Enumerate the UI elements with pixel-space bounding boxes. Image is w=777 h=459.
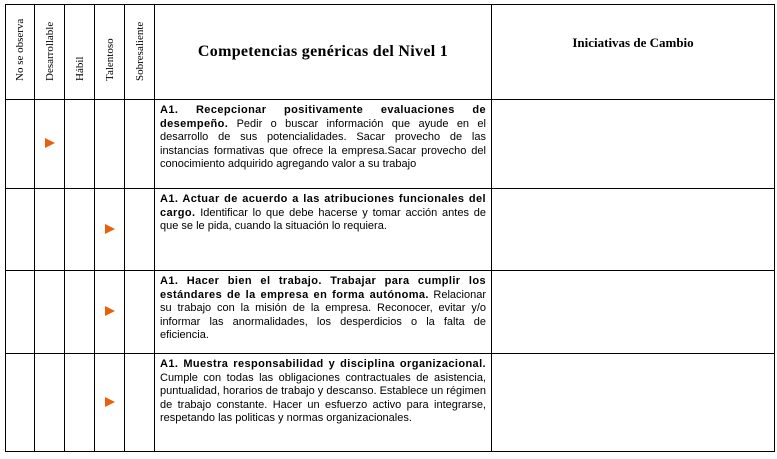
rating-cell[interactable] [35, 354, 65, 452]
arrow-marker-icon [105, 224, 115, 234]
rating-cell[interactable] [35, 189, 65, 271]
scale-label: Hábil [73, 56, 86, 81]
rating-cell[interactable] [125, 354, 155, 452]
rating-cell[interactable] [35, 271, 65, 354]
header-row [6, 5, 775, 100]
scale-label: Sobresaliente [133, 21, 146, 81]
rating-cell[interactable] [65, 189, 95, 271]
scale-header-talentoso [95, 5, 125, 100]
evaluation-sheet [5, 4, 775, 452]
rating-cell[interactable] [65, 100, 95, 189]
rating-cell[interactable] [95, 100, 125, 189]
rating-cell[interactable] [95, 189, 125, 271]
rating-cell[interactable] [125, 271, 155, 354]
rating-cell[interactable] [35, 100, 65, 189]
competency-detail: Pedir o buscar información que ayude en el desarrollo de sus potencialidades. Sacar provecho de las instancias formativas que ofrece la empresa.Sacar provecho del conocimiento adquirido agregando valor a su trabajo [160, 117, 486, 170]
scale-header-desarrollable [35, 5, 65, 100]
competency-description [155, 100, 492, 189]
table-row [6, 354, 775, 452]
table-row [6, 189, 775, 271]
rating-cell[interactable] [125, 100, 155, 189]
competency-title: A1. Hacer bien el trabajo. Trabajar para cumplir los estándares de la empresa en forma autónoma. [160, 275, 486, 301]
iniciativa-cell[interactable] [492, 189, 775, 271]
scale-label: No se observa [14, 18, 26, 81]
competency-title: A1. Muestra responsabilidad y disciplina organizacional. [160, 358, 486, 370]
competency-description [155, 354, 492, 452]
competency-table [5, 4, 775, 452]
rating-cell[interactable] [6, 271, 35, 354]
competency-detail: Cumple con todas las obligaciones contractuales de asistencia, puntualidad, horarios de trabajo y descanso. Establece un régimen de trabajo constante. Hacer un esfuerzo activo para integrarse, respetando las politicas y normas organizacionales. [160, 371, 486, 424]
arrow-marker-icon [105, 306, 115, 316]
arrow-marker-icon [105, 397, 115, 407]
rating-cell[interactable] [6, 100, 35, 189]
rating-cell[interactable] [65, 354, 95, 452]
rating-cell[interactable] [95, 271, 125, 354]
iniciativas-header: Iniciativas de Cambio [492, 5, 775, 100]
competency-description [155, 189, 492, 271]
competency-detail: Relacionar su trabajo con la misión de la empresa. Reconocer, evitar y/o informar las anormalidades, los desperdicios o la falta de eficiencia. [160, 288, 486, 341]
rating-cell[interactable] [125, 189, 155, 271]
rating-cell[interactable] [6, 354, 35, 452]
rating-cell[interactable] [95, 354, 125, 452]
competencias-header: Competencias genéricas del Nivel 1 [155, 5, 492, 100]
table-row [6, 100, 775, 189]
iniciativa-cell[interactable] [492, 100, 775, 189]
scale-label: Desarrollable [43, 21, 56, 81]
competency-description [155, 271, 492, 354]
competency-title: A1. Actuar de acuerdo a las atribuciones funcionales del cargo. [160, 193, 486, 219]
scale-header-sobresaliente [125, 5, 155, 100]
iniciativa-cell[interactable] [492, 354, 775, 452]
table-row [6, 271, 775, 354]
rating-cell[interactable] [65, 271, 95, 354]
arrow-marker-icon [45, 138, 55, 148]
competency-title: A1. Recepcionar positivamente evaluaciones de desempeño. [160, 104, 486, 130]
rating-cell[interactable] [6, 189, 35, 271]
scale-header-no-se-observa [6, 5, 35, 100]
scale-header-habil [65, 5, 95, 100]
competency-detail: Identificar lo que debe hacerse y tomar acción antes de que se le pida, cuando la situación lo requiera. [160, 206, 486, 232]
scale-label: Talentoso [103, 38, 116, 81]
iniciativa-cell[interactable] [492, 271, 775, 354]
